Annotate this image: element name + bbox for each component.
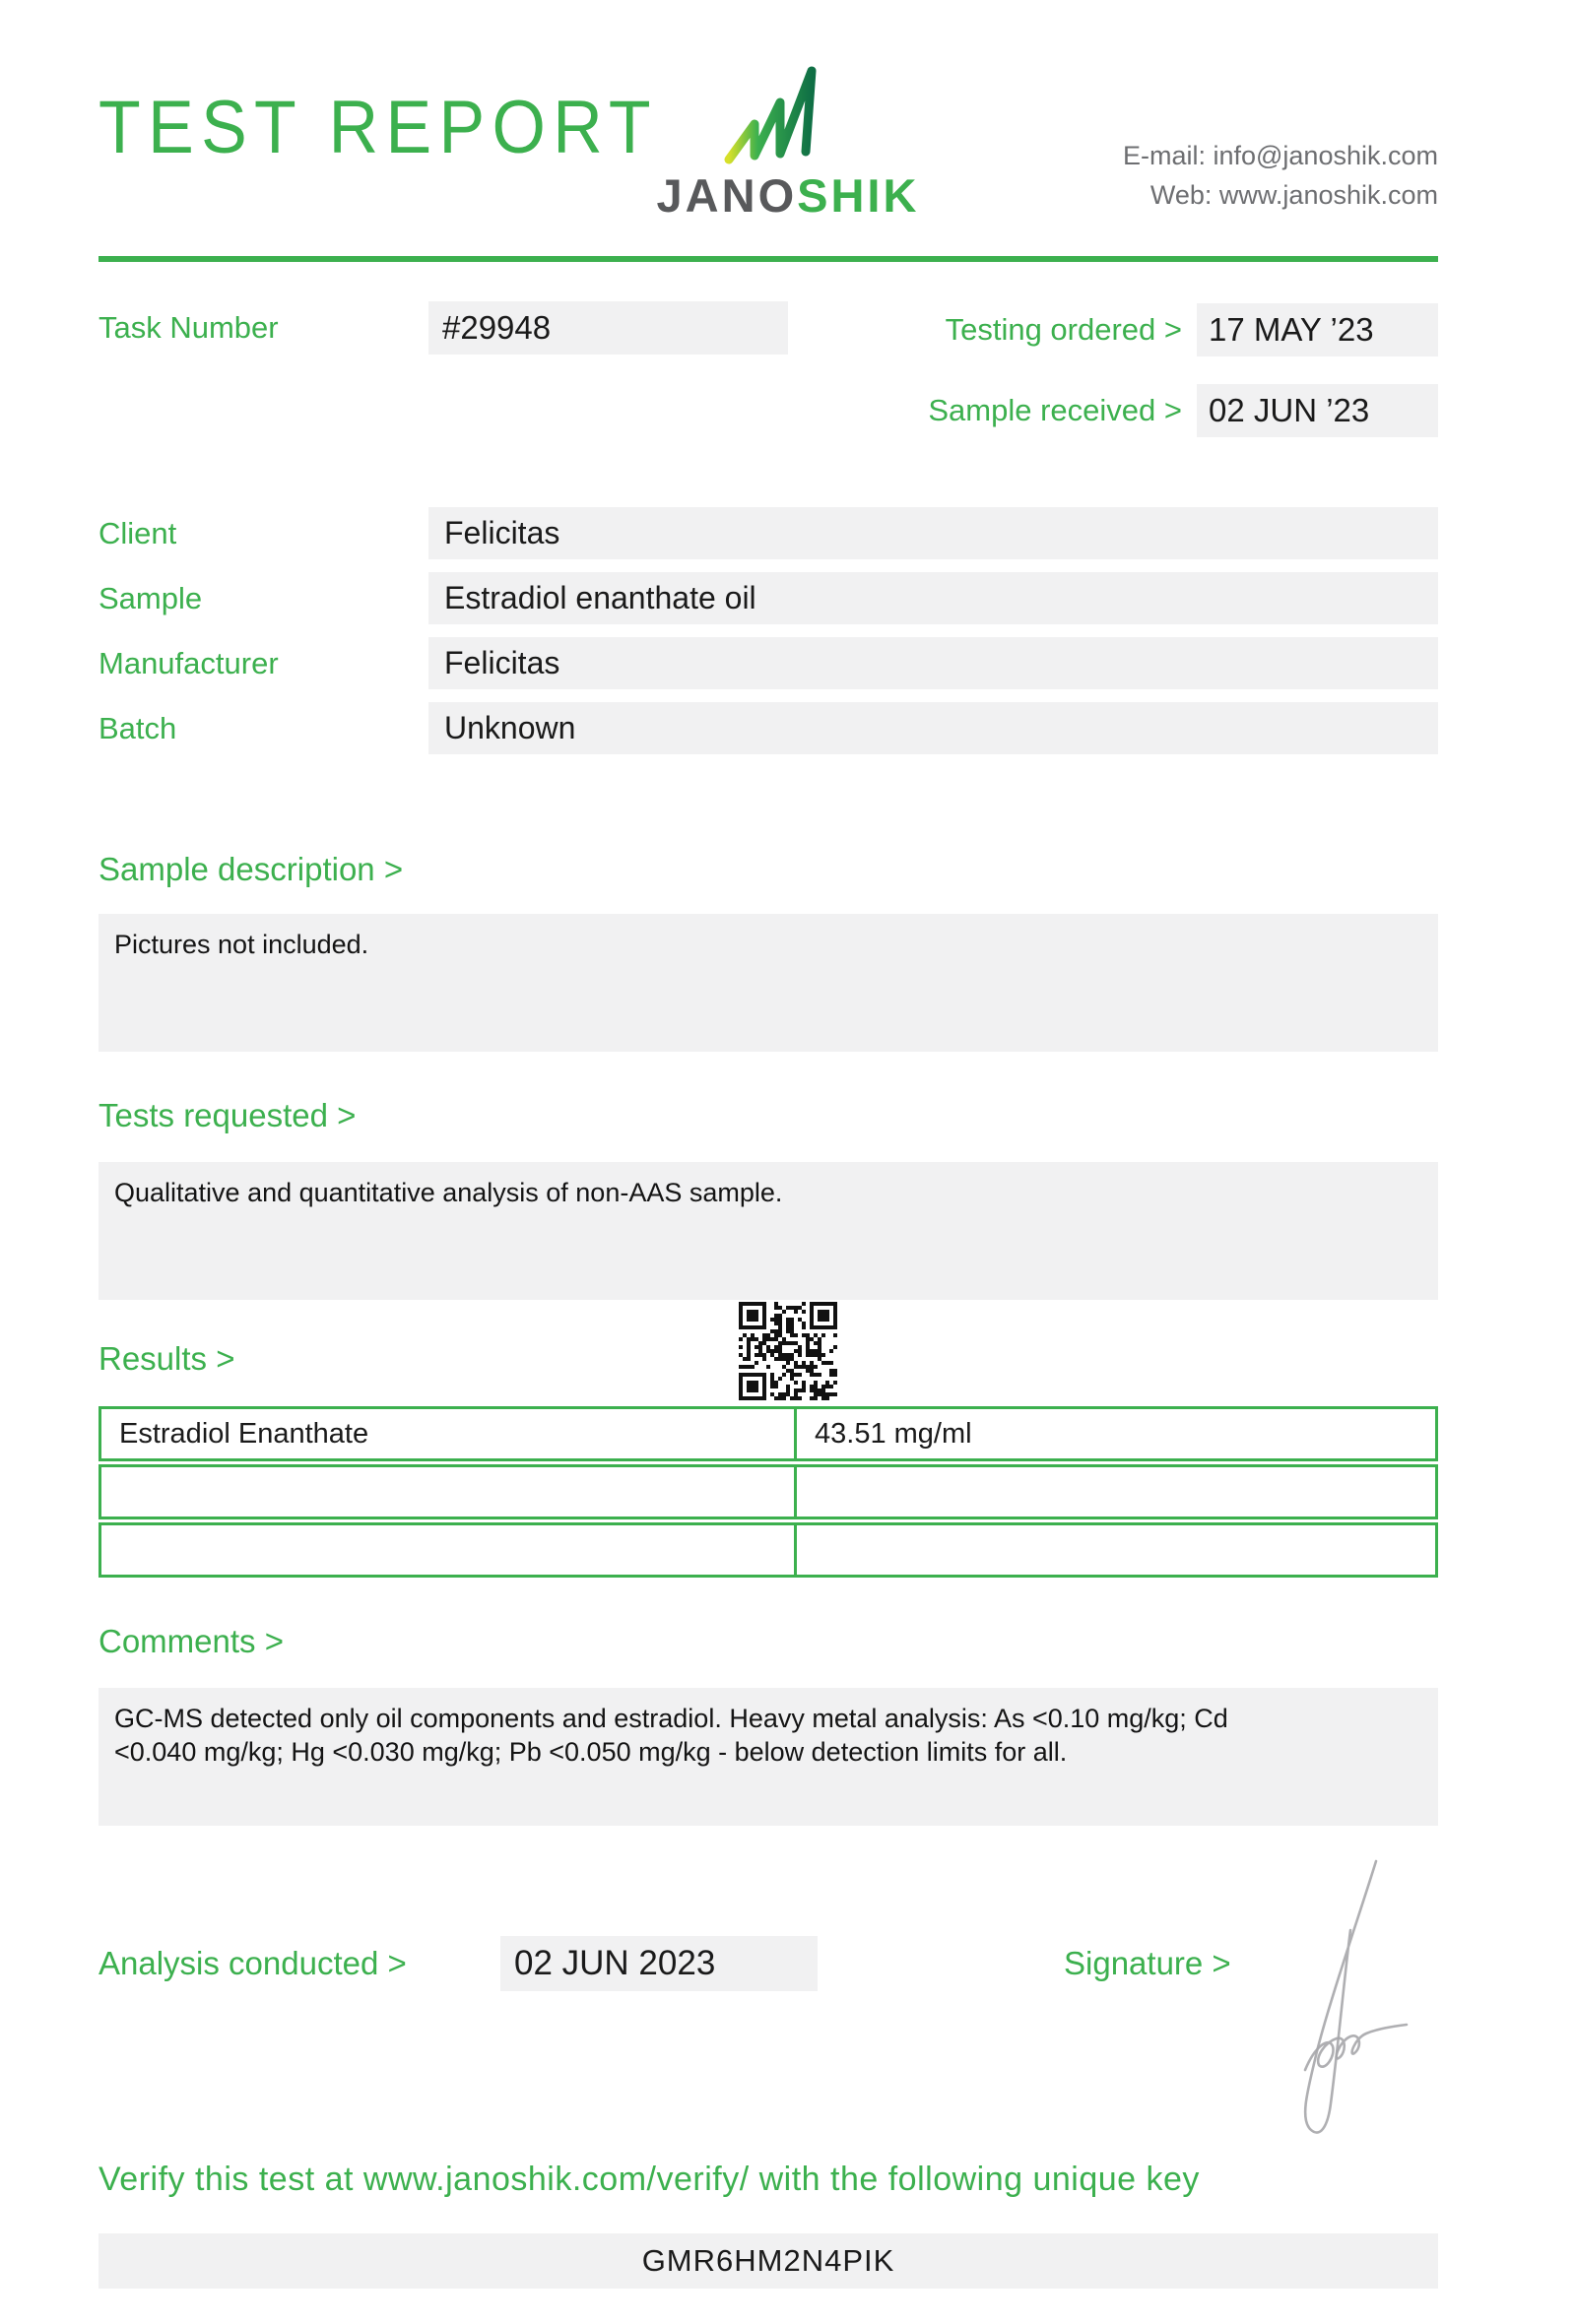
- result-value-cell: [797, 1467, 1435, 1517]
- analysis-conducted-label: Analysis conducted >: [98, 1945, 407, 1981]
- sample-received-value: 02 JUN ’23: [1197, 384, 1438, 437]
- janoshik-logo: [650, 63, 926, 222]
- analysis-conducted-value: 02 JUN 2023: [500, 1936, 818, 1991]
- results-heading: Results >: [98, 1340, 235, 1377]
- logo-wordmark: [650, 169, 926, 222]
- contact-block: [1123, 136, 1438, 215]
- result-row: [98, 1464, 1438, 1519]
- batch-label: Batch: [98, 711, 177, 745]
- comments-box: [98, 1688, 1438, 1826]
- manufacturer-value: Felicitas: [428, 637, 1438, 689]
- client-label: Client: [98, 516, 177, 550]
- signature-label: Signature >: [1064, 1945, 1231, 1981]
- tests-requested-box: [98, 1162, 1438, 1300]
- manufacturer-label: Manufacturer: [98, 646, 279, 680]
- result-name-cell: Estradiol Enanthate: [101, 1409, 797, 1458]
- verify-key-box: [98, 2233, 1438, 2289]
- comments-heading: Comments >: [98, 1623, 284, 1659]
- testing-ordered-label: Testing ordered >: [945, 312, 1182, 347]
- contact-web-line: Web: www.janoshik.com: [1149, 180, 1438, 210]
- sample-value: Estradiol enanthate oil: [428, 572, 1438, 624]
- result-row: [98, 1406, 1438, 1461]
- batch-value: Unknown: [428, 702, 1438, 754]
- tests-requested-text: Qualitative and quantitative analysis of non-AAS sample.: [114, 1178, 783, 1207]
- verify-key: GMR6HM2N4PIK: [641, 2243, 895, 2278]
- testing-ordered-value: 17 MAY ’23: [1197, 303, 1438, 356]
- task-number-label: Task Number: [98, 310, 279, 345]
- signature-image: [1266, 1849, 1433, 2137]
- qr-code: [739, 1302, 837, 1400]
- logo-chart-icon: [690, 63, 886, 166]
- task-number-value: #29948: [428, 301, 788, 355]
- verify-text: Verify this test at www.janoshik.com/verify/ with the following unique key: [98, 2161, 1200, 2198]
- result-name-cell: [101, 1467, 797, 1517]
- header-divider: [98, 256, 1438, 262]
- logo-wordmark-jano: JANO: [656, 169, 798, 222]
- result-value-cell: [797, 1525, 1435, 1575]
- logo-wordmark-shik: SHIK: [797, 169, 920, 222]
- page-title: TEST REPORT: [98, 86, 658, 169]
- client-value: Felicitas: [428, 507, 1438, 559]
- result-name-cell: [101, 1525, 797, 1575]
- tests-requested-heading: Tests requested >: [98, 1097, 357, 1133]
- sample-description-box: [98, 914, 1438, 1052]
- sample-received-label: Sample received >: [928, 393, 1182, 427]
- comments-text: GC-MS detected only oil components and estradiol. Heavy metal analysis: As <0.10 mg/kg; Cd <0.040 mg/kg; Hg <0.030 mg/kg; Pb <0.050 mg/kg - below detection limits for all.: [114, 1704, 1228, 1767]
- sample-description-text: Pictures not included.: [114, 930, 369, 959]
- result-row: [98, 1522, 1438, 1578]
- result-value-cell: 43.51 mg/ml: [815, 1418, 972, 1450]
- contact-email-line: E-mail: info@janoshik.com: [1122, 141, 1438, 170]
- sample-description-heading: Sample description >: [98, 851, 404, 887]
- sample-label: Sample: [98, 581, 203, 615]
